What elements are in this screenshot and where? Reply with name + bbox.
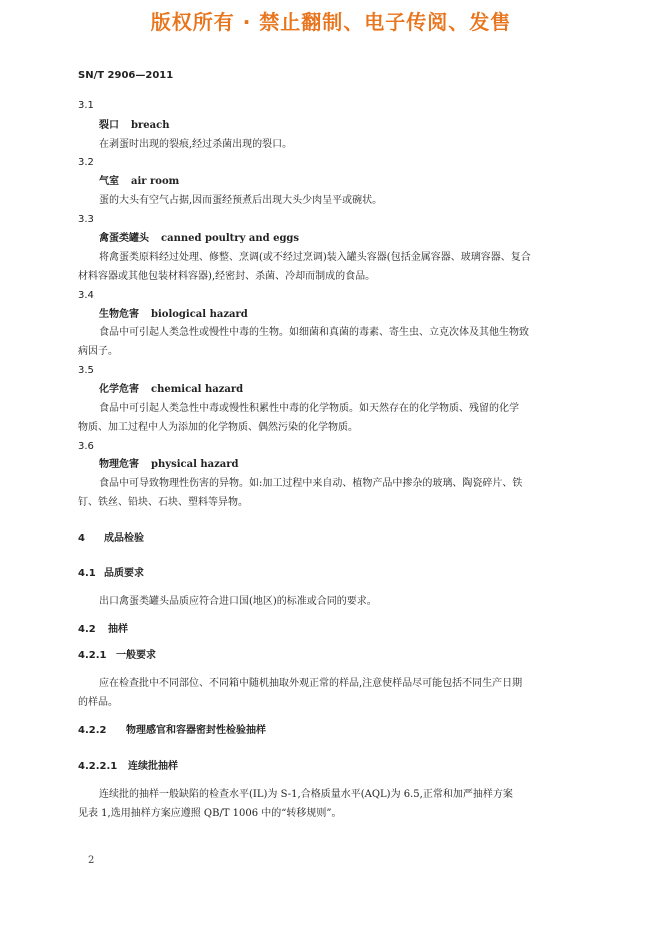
def-term [99, 233, 299, 245]
def-number: 3.4 [78, 290, 94, 301]
term-en: air room [131, 176, 180, 187]
section-title: 一般要求 [116, 650, 156, 661]
copyright-banner: 版权所有 · 禁止翻制、电子传阅、发售 [150, 10, 512, 34]
def-text: 食品中可导致物理性伤害的异物。如:加工过程中来自动、植物产品中掺杂的玻璃、陶瓷碎片、铁 [99, 478, 523, 489]
section-number: 4.1 [78, 568, 96, 579]
term-en: chemical hazard [151, 384, 244, 395]
section-heading [78, 650, 156, 662]
term-cn: 化学危害 [99, 384, 139, 395]
section-text: 见表 1,选用抽样方案应遵照 QB/T 1006 中的“转移规则”。 [78, 808, 342, 819]
def-text: 在剥蛋时出现的裂痕,经过杀菌出现的裂口。 [99, 139, 293, 150]
def-number: 3.1 [78, 100, 94, 111]
def-number: 3.3 [78, 214, 94, 225]
def-text: 材料容器或其他包装材料容器),经密封、杀菌、冷却而制成的食品。 [78, 271, 376, 282]
section-title: 品质要求 [104, 568, 144, 579]
section-text: 应在检查批中不同部位、不同箱中随机抽取外观正常的样品,注意使样品尽可能包括不同生产日期 [99, 678, 523, 689]
def-text: 蛋的大头有空气占据,因而蛋经预煮后出现大头少肉呈平或碗状。 [99, 195, 383, 206]
section-title: 连续批抽样 [128, 761, 178, 772]
term-cn: 生物危害 [99, 309, 139, 320]
term-cn: 禽蛋类罐头 [99, 233, 149, 244]
term-cn: 裂口 [99, 120, 119, 131]
def-term [99, 384, 243, 396]
def-number: 3.5 [78, 365, 94, 376]
def-text: 食品中可引起人类急性中毒或慢性积累性中毒的化学物质。如天然存在的化学物质、残留的化学 [99, 403, 519, 414]
def-text: 食品中可引起人类急性或慢性中毒的生物。如细菌和真菌的毒素、寄生虫、立克次体及其他生物致 [99, 327, 529, 338]
def-text: 物质、加工过程中人为添加的化学物质、偶然污染的化学物质。 [78, 422, 358, 433]
section-heading [78, 624, 128, 636]
def-term [99, 459, 239, 471]
section-number: 4.2 [78, 624, 96, 635]
term-cn: 气室 [99, 176, 119, 187]
section-number: 4.2.2 [78, 725, 107, 736]
def-term [99, 176, 179, 188]
def-text: 将禽蛋类原料经过处理、修整、烹调(或不经过烹调)装入罐头容器(包括金属容器、玻璃容器、复合 [99, 252, 531, 263]
def-text: 病因子。 [78, 346, 118, 357]
term-en: physical hazard [151, 459, 239, 470]
section-text: 出口禽蛋类罐头品质应符合进口国(地区)的标准或合同的要求。 [99, 596, 377, 607]
section-text: 连续批的抽样一般缺陷的检查水平(IL)为 S-1,合格质量水平(AQL)为 6.5,正常和加严抽样方案 [99, 789, 513, 800]
section-text: 的样品。 [78, 697, 118, 708]
section-heading [78, 725, 266, 737]
def-number: 3.6 [78, 441, 94, 452]
section-number: 4.2.2.1 [78, 761, 118, 772]
term-en: breach [131, 120, 170, 131]
section-title: 物理感官和容器密封性检验抽样 [126, 725, 266, 736]
def-term [99, 309, 248, 321]
section-heading [78, 568, 144, 580]
section-number: 4.2.1 [78, 650, 107, 661]
def-text: 钉、铁丝、铅块、石块、塑料等异物。 [78, 497, 248, 508]
page-number: 2 [88, 855, 95, 866]
section-title: 成品检验 [104, 533, 144, 544]
term-cn: 物理危害 [99, 459, 139, 470]
section-heading [78, 761, 178, 773]
def-term [99, 120, 169, 132]
term-en: biological hazard [151, 309, 248, 320]
term-en: canned poultry and eggs [161, 233, 300, 244]
section-title: 抽样 [108, 624, 128, 635]
standard-code: SN/T 2906—2011 [78, 70, 174, 81]
section-number: 4 [78, 533, 85, 544]
def-number: 3.2 [78, 157, 94, 168]
section-heading [78, 533, 144, 545]
